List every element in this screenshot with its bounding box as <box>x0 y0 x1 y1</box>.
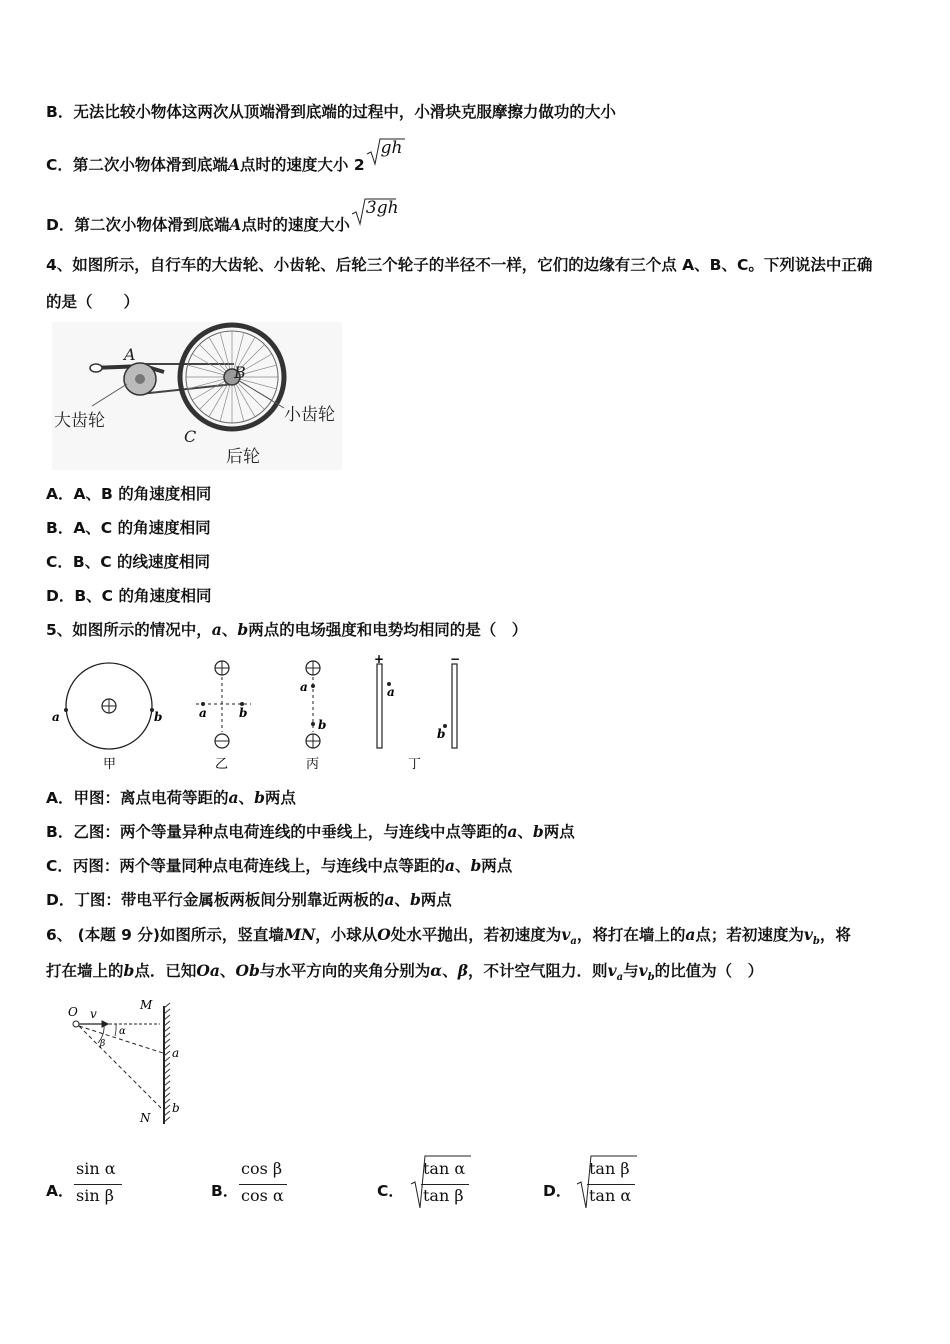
text: 与水平方向的夹角分别为 <box>259 962 431 980</box>
text: D．丁图：带电平行金属板两板间分别靠近两板的 <box>46 891 385 909</box>
var-a: a <box>211 620 222 639</box>
bing-b: b <box>318 718 327 732</box>
bing-a: a <box>300 680 308 694</box>
fraction-numerator: tan α <box>423 1159 466 1178</box>
point-a-label: A <box>227 155 240 174</box>
fraction-denominator: cos α <box>241 1186 284 1205</box>
q5-option-b <box>46 822 575 842</box>
var-b: b <box>254 788 265 807</box>
radicand: 3gh <box>365 198 399 218</box>
point-a-label: A <box>229 215 242 234</box>
choice-label: A． <box>46 1182 74 1200</box>
var-b: b <box>237 620 249 639</box>
wall-hatch <box>164 1003 170 1008</box>
sub-a: a <box>570 936 577 948</box>
figure-ding <box>374 652 460 772</box>
ding-b: b <box>437 727 446 741</box>
var-a: a <box>228 788 239 807</box>
var-v: v <box>638 961 648 980</box>
fig-label-big-gear: 大齿轮 <box>54 411 105 431</box>
q3-option-c <box>46 138 405 175</box>
q6-stem-line1 <box>46 925 851 952</box>
sep: 、 <box>454 857 471 875</box>
yi-b: b <box>239 706 248 720</box>
fig-m: M <box>140 998 153 1012</box>
label-ding: 丁 <box>408 757 422 772</box>
var-ob: Ob <box>235 961 260 980</box>
sqrt-gh <box>365 138 405 172</box>
var-alpha: α <box>430 961 443 980</box>
var-a: a <box>444 856 455 875</box>
choice-label: C． <box>377 1182 404 1200</box>
var-b: b <box>470 856 482 875</box>
sep: 、 <box>221 621 238 639</box>
text: 6、 (本题 9 分)如图所示，竖直墙 <box>46 926 284 944</box>
fraction-denominator: tan β <box>423 1186 464 1205</box>
text: 两点 <box>264 789 296 807</box>
sqrt-3gh <box>350 198 399 232</box>
text: 两点 <box>420 891 452 909</box>
var-v: v <box>803 925 813 944</box>
choice-label: D． <box>543 1182 572 1200</box>
fig-label-rear-wheel: 后轮 <box>226 447 260 467</box>
sep: 、 <box>394 891 410 909</box>
electric-field-figures <box>46 652 476 774</box>
fraction-bar <box>587 1184 635 1185</box>
text: ，将 <box>819 926 851 944</box>
var-mn: MN <box>283 925 316 944</box>
fig-label-b: B <box>234 363 246 382</box>
var-v: v <box>561 925 571 944</box>
var-v: v <box>607 961 617 980</box>
projectile-wall-figure <box>60 998 200 1130</box>
q4-stem-line1: 4、如图所示，自行车的大齿轮、小齿轮、后轮三个轮子的半径不一样，它们的边缘有三个点 A、B、C。下列说法中正确 <box>46 256 873 274</box>
q4-option-c: C．B、C 的线速度相同 <box>46 553 210 571</box>
fig-a: a <box>172 1046 180 1060</box>
q3-option-d-text2: 点时的速度大小 <box>241 216 350 234</box>
label-bing: 丙 <box>306 757 320 772</box>
text: B．乙图：两个等量异种点电荷连线的中垂线上，与连线中点等距的 <box>46 823 508 841</box>
text: 两点 <box>543 823 575 841</box>
q3-option-c-text: C．第二次小物体滑到底端 <box>46 156 228 174</box>
q4-option-d: D．B、C 的角速度相同 <box>46 587 212 605</box>
text: 、 <box>219 962 236 980</box>
figure-yi <box>196 661 251 772</box>
bicycle-gear-figure <box>52 322 342 470</box>
fig-beta: β <box>100 1039 106 1049</box>
label-jia: 甲 <box>103 757 117 772</box>
fig-b: b <box>172 1101 180 1115</box>
text: ，将打在墙上的 <box>576 926 686 944</box>
figure-bing <box>300 661 326 772</box>
text: 两点 <box>481 857 513 875</box>
fraction-denominator: tan α <box>589 1186 632 1205</box>
fig-o: O <box>68 1005 78 1019</box>
text: 与 <box>623 962 639 980</box>
fraction-bar <box>421 1184 469 1185</box>
text: ，不计空气阻力．则 <box>468 962 608 980</box>
fig-n: N <box>140 1111 151 1125</box>
q3-option-d <box>46 198 399 235</box>
q6-stem-line2 <box>46 961 763 988</box>
text: C．丙图：两个等量同种点电荷连线上，与连线中点等距的 <box>46 857 445 875</box>
var-b: b <box>409 890 421 909</box>
fig-label-small-gear: 小齿轮 <box>284 405 335 425</box>
var-beta: β <box>457 961 469 980</box>
label-yi: 乙 <box>215 757 229 772</box>
jia-b: b <box>154 710 163 724</box>
q3-option-b: B．无法比较小物体这两次从顶端滑到底端的过程中，小滑块克服摩擦力做功的大小 <box>46 103 616 121</box>
text: 的比值为（ ） <box>654 962 764 980</box>
q4-stem-line2: 的是（ ） <box>46 293 140 311</box>
sub-b: b <box>812 936 820 948</box>
fraction-bar <box>239 1184 287 1185</box>
radicand: gh <box>380 138 403 158</box>
fig-label-a: A <box>124 345 136 364</box>
fig-alpha: α <box>119 1026 126 1037</box>
fraction-numerator: sin α <box>76 1159 116 1178</box>
yi-a: a <box>199 706 207 720</box>
sep: 、 <box>238 789 255 807</box>
fraction-bar <box>74 1184 122 1185</box>
q5-stem-text: 5、如图所示的情况中， <box>46 621 212 639</box>
q3-option-d-text: D．第二次小物体滑到底端 <box>46 216 230 234</box>
choice-label: B． <box>211 1182 239 1200</box>
plate-minus: − <box>450 652 461 666</box>
text: 点．已知 <box>134 962 197 980</box>
text: 处水平抛出，若初速度为 <box>390 926 562 944</box>
sub-b: b <box>647 972 655 984</box>
figure-jia <box>52 663 162 772</box>
fraction-denominator: sin β <box>76 1186 114 1205</box>
ding-a: a <box>387 685 395 699</box>
q3-option-c-text2: 点时的速度大小 2 <box>239 156 365 174</box>
q4-option-b: B．A、C 的角速度相同 <box>46 519 211 537</box>
sep: 、 <box>517 823 533 841</box>
var-o: O <box>377 925 391 944</box>
q5-option-a <box>46 788 296 808</box>
var-b: b <box>532 822 544 841</box>
jia-a: a <box>52 710 60 724</box>
var-a: a <box>384 890 395 909</box>
var-b: b <box>123 961 135 980</box>
text: A．甲图：离点电荷等距的 <box>46 789 229 807</box>
fraction-numerator: cos β <box>241 1159 283 1178</box>
fraction-numerator: tan β <box>589 1159 630 1178</box>
q5-stem <box>46 620 527 640</box>
q5-option-c <box>46 856 512 876</box>
var-a: a <box>507 822 518 841</box>
var-oa: Oa <box>196 961 220 980</box>
fig-label-c: C <box>184 427 197 446</box>
text: 点；若初速度为 <box>695 926 804 944</box>
q5-stem-text2: 两点的电场强度和电势均相同的是（ ） <box>248 621 528 639</box>
var-a: a <box>685 925 696 944</box>
q5-option-d <box>46 890 452 910</box>
text: 、 <box>442 962 458 980</box>
sub-a: a <box>616 972 624 984</box>
q4-option-a: A．A、B 的角速度相同 <box>46 485 212 503</box>
fig-v: v <box>90 1007 97 1021</box>
text: ，小球从 <box>315 926 378 944</box>
text: 打在墙上的 <box>46 962 124 980</box>
plate-plus: + <box>374 652 385 666</box>
